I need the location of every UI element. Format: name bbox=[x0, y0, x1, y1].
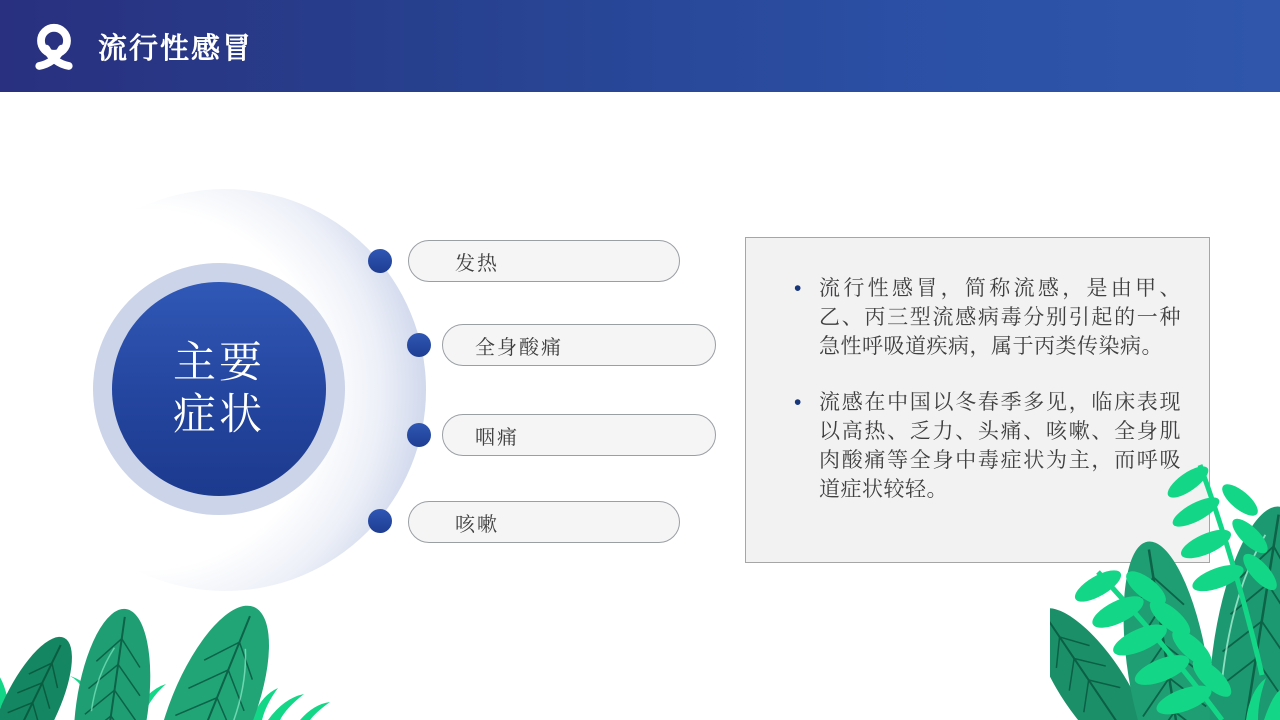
main-topic-line2: 症状 bbox=[173, 391, 265, 439]
symptom-pill-sore-throat bbox=[442, 414, 716, 456]
connector-dot-3 bbox=[407, 423, 431, 447]
description-bullet-2: • 流感在中国以冬春季多见，临床表现以高热、乏力、头痛、咳嗽、全身肌肉酸痛等全身中毒症状为主，而呼吸道症状较轻。 bbox=[792, 388, 1181, 504]
main-topic-circle bbox=[112, 282, 326, 496]
right-plant-illustration bbox=[1050, 460, 1280, 720]
connector-dot-4 bbox=[368, 509, 392, 533]
symptom-pill-label: 全身酸痛 bbox=[475, 336, 563, 359]
connector-dot-2 bbox=[407, 333, 431, 357]
symptom-pill-label: 咽痛 bbox=[475, 426, 519, 449]
left-plant-illustration bbox=[0, 580, 360, 720]
header-bar bbox=[0, 0, 1280, 92]
symptom-pill-label: 发热 bbox=[455, 252, 499, 275]
main-topic-line1: 主要 bbox=[173, 338, 265, 387]
connector-dot-1 bbox=[368, 249, 392, 273]
symptom-pill-cough bbox=[408, 501, 680, 543]
description-bullet-1: • 流行性感冒，简称流感，是由甲、乙、丙三型流感病毒分别引起的一种急性呼吸道疾病，属于丙类传染病。 bbox=[792, 274, 1181, 361]
symptom-pill-label: 咳嗽 bbox=[455, 513, 499, 536]
symptom-pill-fever bbox=[408, 240, 680, 282]
symptom-pill-body-ache bbox=[442, 324, 716, 366]
page-title: 流行性感冒 bbox=[98, 32, 254, 65]
ribbon-icon bbox=[28, 20, 80, 72]
